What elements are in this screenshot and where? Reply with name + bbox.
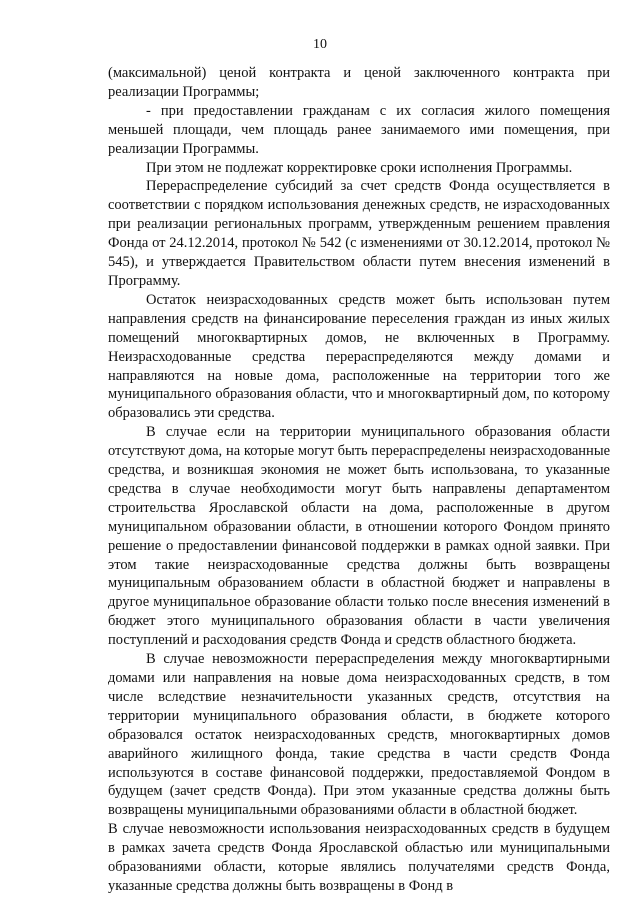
paragraph-no-eligible-houses: В случае если на территории муниципального образования области отсутствуют дома, на которые могут быть перераспределены неизрасходованные средства, и возникшая экономия не может быть использована, то указанные средства в случае необходимости могут быть направлены департаментом строительства Ярославской области на дома, расположенные в другом муниципальном образовании области, в отношении которого Фондом принято решение о предоставлении финансовой поддержки в рамках одной заявки. При этом такие неизрасходованные средства должны быть возвращены муниципальным образованием области в областной бюджет и направлены в другое муниципальное образование области только после внесения изменений в бюджет этого муниципального образования области в части увеличения поступлений и расходования средств Фонда и средств областного бюджета. <box>108 424 610 649</box>
paragraph-unspent-balance: Остаток неизрасходованных средств может быть использован путем направления средств на финансирование переселения граждан из иных жилых помещений многоквартирных домов, не включенных в Программу. Неизрасходованные средства перераспределяются между домами и направляются на новые дома, расположенные на территории того же муниципального образования области, что и многоквартирный дом, по которому образовались эти средства. <box>108 291 610 422</box>
page-number: 10 <box>313 37 327 52</box>
paragraph-deadlines: При этом не подлежат корректировке сроки исполнения Программы. <box>146 159 573 176</box>
document-body <box>108 64 610 896</box>
paragraph-continuation: (максимальной) ценой контракта и ценой заключенного контракта при реализации Программы; <box>108 65 610 100</box>
paragraph-subsidy-redistribution: Перераспределение субсидий за счет средств Фонда осуществляется в соответствии с порядком использования денежных средств, не израсходованных при реализации региональных программ, утвержденным решением правления Фонда от 24.12.2014, протокол № 542 (с изменениями от 30.12.2014, протокол № 545), и утверждается Правительством области путем внесения изменений в Программу. <box>108 178 610 289</box>
paragraph-smaller-area-clause: - при предоставлении гражданам с их согласия жилого помещения меньшей площади, чем площадь ранее занимаемого ими помещения, при реализации Программы. <box>108 102 610 157</box>
paragraph-redistribution-impossible: В случае невозможности перераспределения между многоквартирными домами или направления на новые дома неизрасходованных средств, в том числе вследствие незначительности указанных средств, отсутствия на территории муниципального образования области, в бюджете которого образовался остаток неизрасходованных средств, многоквартирных домов аварийного жилищного фонда, такие средства в части средств Фонда используются в составе финансовой поддержки, предоставляемой Фондом в будущем (зачет средств Фонда). При этом указанные средства должны быть возвращены муниципальными образованиями области в областной бюджет. <box>108 651 610 819</box>
paragraph-return-to-fund: В случае невозможности использования неизрасходованных средств в будущем в рамках зачета средств Фонда Ярославской областью или муниципальными образованиями области, которые являлись получателями средств Фонда, указанные средства должны быть возвращены в Фонд в <box>108 821 610 894</box>
